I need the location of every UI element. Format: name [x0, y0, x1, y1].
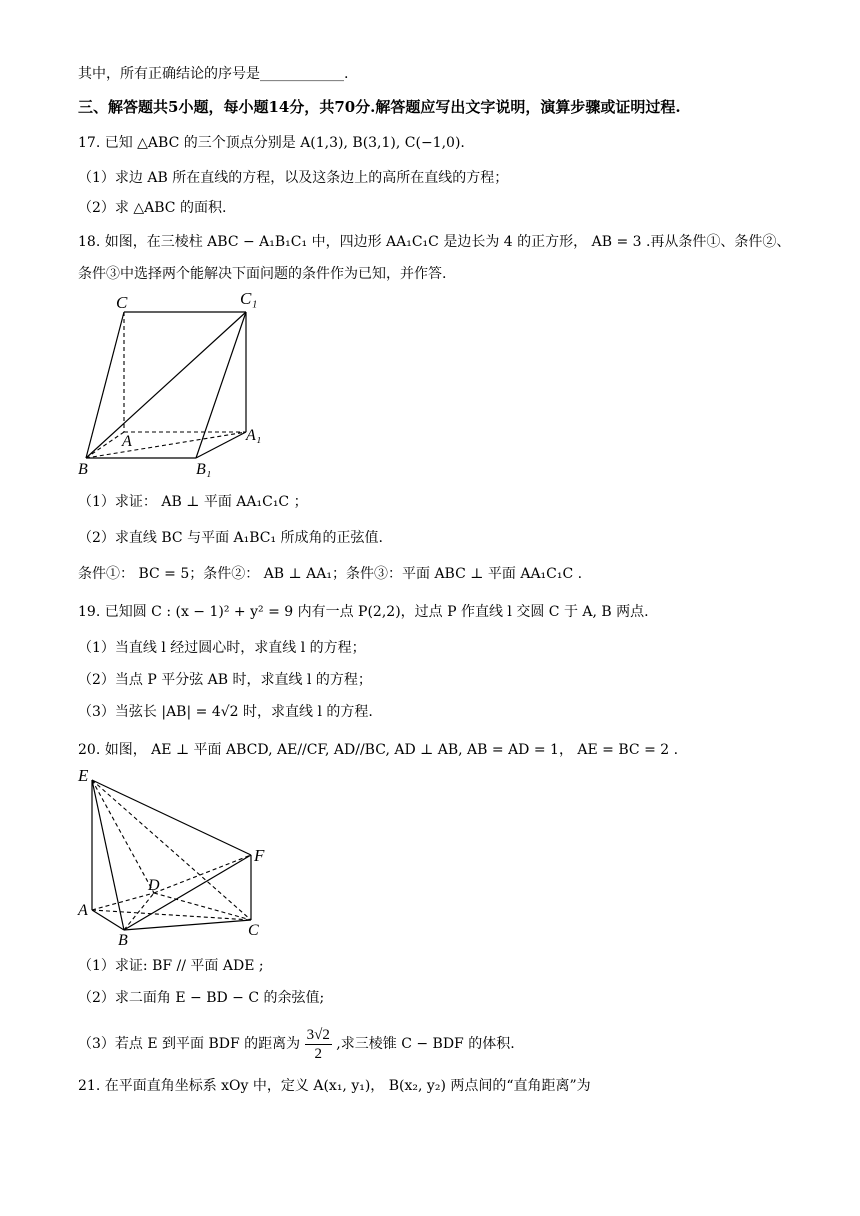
label-D: D [148, 877, 160, 894]
label-C1: C₁ [240, 290, 258, 308]
problem-19-part-2: （2）当点 P 平分弦 AB 时，求直线 l 的方程； [78, 672, 372, 688]
label-A1: A₁ [246, 427, 262, 444]
problem-20: 20. 如图， AE ⊥ 平面 ABCD, AE//CF, AD//BC, AD ⊥ AB, AB = AD = 1， AE = BC = 2 . [78, 742, 679, 758]
problem-20-part-2: （2）求二面角 E − BD − C 的余弦值; [78, 990, 325, 1006]
problem-17-part-1: （1）求边 AB 所在直线的方程，以及这条边上的高所在直线的方程； [78, 170, 509, 186]
label-B1: B₁ [196, 461, 212, 478]
label-A: A [122, 433, 132, 450]
solid-figure [76, 765, 276, 950]
fraction-numerator: 3√2 [306, 1026, 330, 1043]
problem-18-cont: 条件③中选择两个能解决下面问题的条件作为已知，并作答. [78, 266, 447, 282]
problem-19: 19. 已知圆 C : (x − 1)² + y² = 9 内有一点 P(2,2)，过点 P 作直线 l 交圆 C 于 A, B 两点. [78, 604, 649, 620]
problem-21: 21. 在平面直角坐标系 xOy 中，定义 A(x₁, y₁)， B(x₂, y₂) 两点间的“直角距离”为 [78, 1078, 591, 1094]
label-C: C [116, 293, 128, 312]
label-C: C [248, 922, 259, 939]
text-line: 其中，所有正确结论的序号是____________. [78, 66, 349, 82]
part-3-text-b: ,求三棱锥 C − BDF 的体积. [336, 1036, 515, 1052]
label-F: F [254, 846, 265, 865]
problem-19-part-1: （1）当直线 l 经过圆心时，求直线 l 的方程； [78, 640, 366, 656]
problem-20-part-1: （1）求证: BF // 平面 ADE ; [78, 958, 264, 974]
prism-figure [76, 290, 276, 485]
label-B: B [118, 932, 128, 949]
problem-17-part-2: （2）求 △ABC 的面积. [78, 200, 227, 216]
label-B: B [78, 461, 88, 478]
distance-fraction [305, 1026, 332, 1063]
problem-18-part-1: （1）求证： AB ⊥ 平面 AA₁C₁C ； [78, 494, 308, 510]
label-A: A [78, 902, 88, 919]
part-3-text-a: （3）若点 E 到平面 BDF 的距离为 [78, 1036, 301, 1052]
problem-17: 17. 已知 △ABC 的三个顶点分别是 A(1,3), B(3,1), C(−1,0). [78, 135, 465, 151]
problem-19-part-3: （3）当弦长 |AB| = 4√2 时，求直线 l 的方程. [78, 704, 373, 720]
fraction-denominator: 2 [314, 1045, 322, 1062]
label-E: E [78, 766, 89, 785]
problem-20-part-3 [78, 1024, 515, 1064]
problem-18-part-2: （2）求直线 BC 与平面 A₁BC₁ 所成角的正弦值. [78, 530, 384, 546]
problem-18: 18. 如图，在三棱柱 ABC − A₁B₁C₁ 中，四边形 AA₁C₁C 是边长为 4 的正方形， AB = 3 .再从条件①、条件②、 [78, 234, 791, 250]
problem-18-conditions: 条件①： BC = 5；条件②： AB ⊥ AA₁；条件③：平面 ABC ⊥ 平面 AA₁C₁C . [78, 566, 583, 582]
section-heading: 三、解答题共5小题，每小题14分，共70分.解答题应写出文字说明，演算步骤或证明过程. [78, 98, 681, 116]
